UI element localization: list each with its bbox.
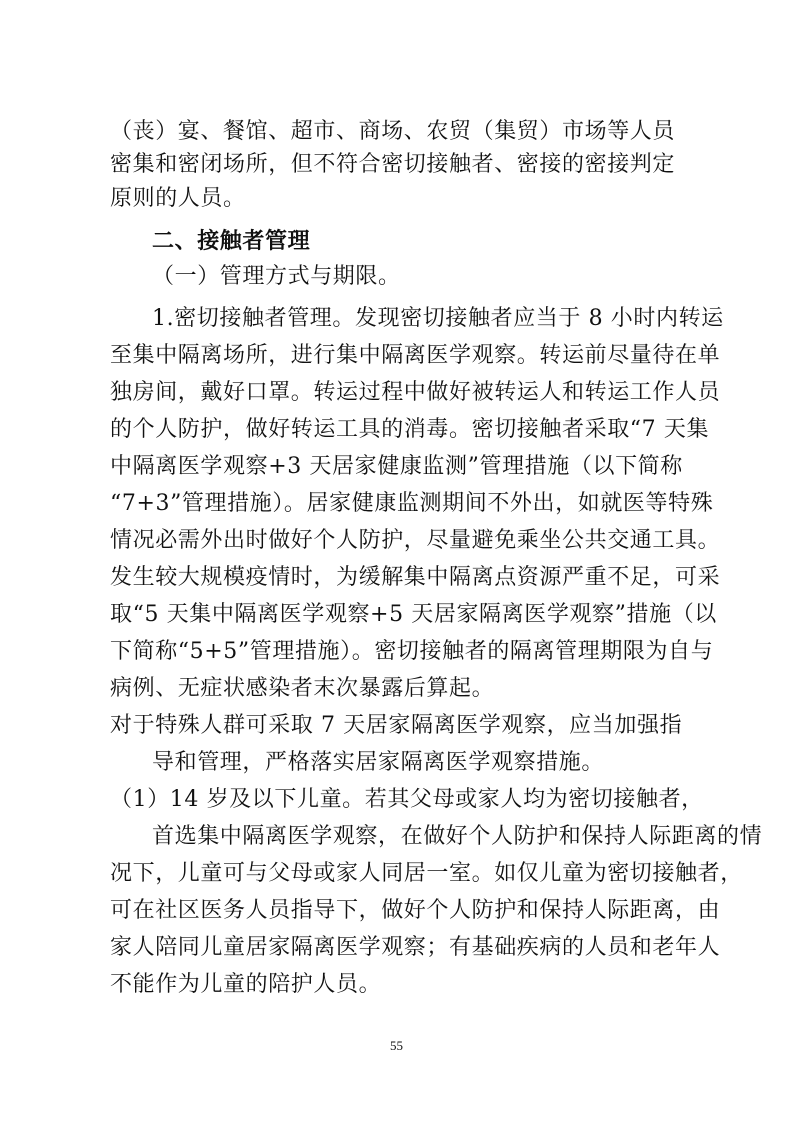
paragraph-line: 导和管理，严格落实居家隔离医学观察措施。 — [152, 750, 605, 775]
paragraph-line: 家人陪同儿童居家隔离医学观察；有基础疾病的人员和老年人 — [110, 935, 721, 960]
paragraph-line: 发生较大规模疫情时，为缓解集中隔离点资源严重不足，可采 — [110, 565, 721, 590]
paragraph-line: 至集中隔离场所，进行集中隔离医学观察。转运前尽量待在单 — [110, 343, 721, 368]
paragraph-line: 下简称“5+5”管理措施）。密切接触者的隔离管理期限为自与 — [110, 639, 714, 664]
paragraph-line: 独房间，戴好口罩。转运过程中做好被转运人和转运工作人员 — [110, 380, 721, 405]
paragraph-line: “7+3”管理措施）。居家健康监测期间不外出，如就医等特殊 — [110, 491, 714, 516]
paragraph-line: 情况必需外出时做好个人防护，尽量避免乘坐公共交通工具。 — [110, 528, 721, 553]
paragraph-line: （1）14 岁及以下儿童。若其父母或家人均为密切接触者， — [110, 787, 704, 812]
paragraph-line: 首选集中隔离医学观察，在做好个人防护和保持人际距离的情 — [152, 824, 763, 849]
paragraph-line: 原则的人员。 — [110, 186, 246, 211]
section-heading: 二、接触者管理 — [152, 229, 311, 254]
paragraph-line: 病例、无症状感染者末次暴露后算起。 — [110, 676, 495, 701]
page-number: 55 — [390, 1038, 403, 1053]
paragraph-line: 1.密切接触者管理。发现密切接触者应当于 8 小时内转运 — [152, 306, 724, 331]
paragraph-line: 的个人防护，做好转运工具的消毒。密切接触者采取“7 天集 — [110, 417, 710, 442]
paragraph-line: 密集和密闭场所，但不符合密切接触者、密接的密接判定 — [110, 152, 676, 177]
paragraph-line: 可在社区医务人员指导下，做好个人防护和保持人际距离，由 — [110, 898, 721, 923]
paragraph-line: 中隔离医学观察+3 天居家健康监测”管理措施（以下简称 — [110, 454, 683, 479]
paragraph-line: 况下，儿童可与父母或家人同居一室。如仅儿童为密切接触者， — [110, 861, 743, 886]
paragraph-line: 对于特殊人群可采取 7 天居家隔离医学观察，应当加强指 — [110, 713, 683, 738]
paragraph-line: （丧）宴、餐馆、超市、商场、农贸（集贸）市场等人员 — [110, 119, 676, 144]
paragraph-line: 取“5 天集中隔离医学观察+5 天居家隔离医学观察”措施（以 — [110, 602, 717, 627]
paragraph-line: 不能作为儿童的陪护人员。 — [110, 972, 382, 997]
subsection-heading: （一）管理方式与期限。 — [152, 264, 401, 289]
